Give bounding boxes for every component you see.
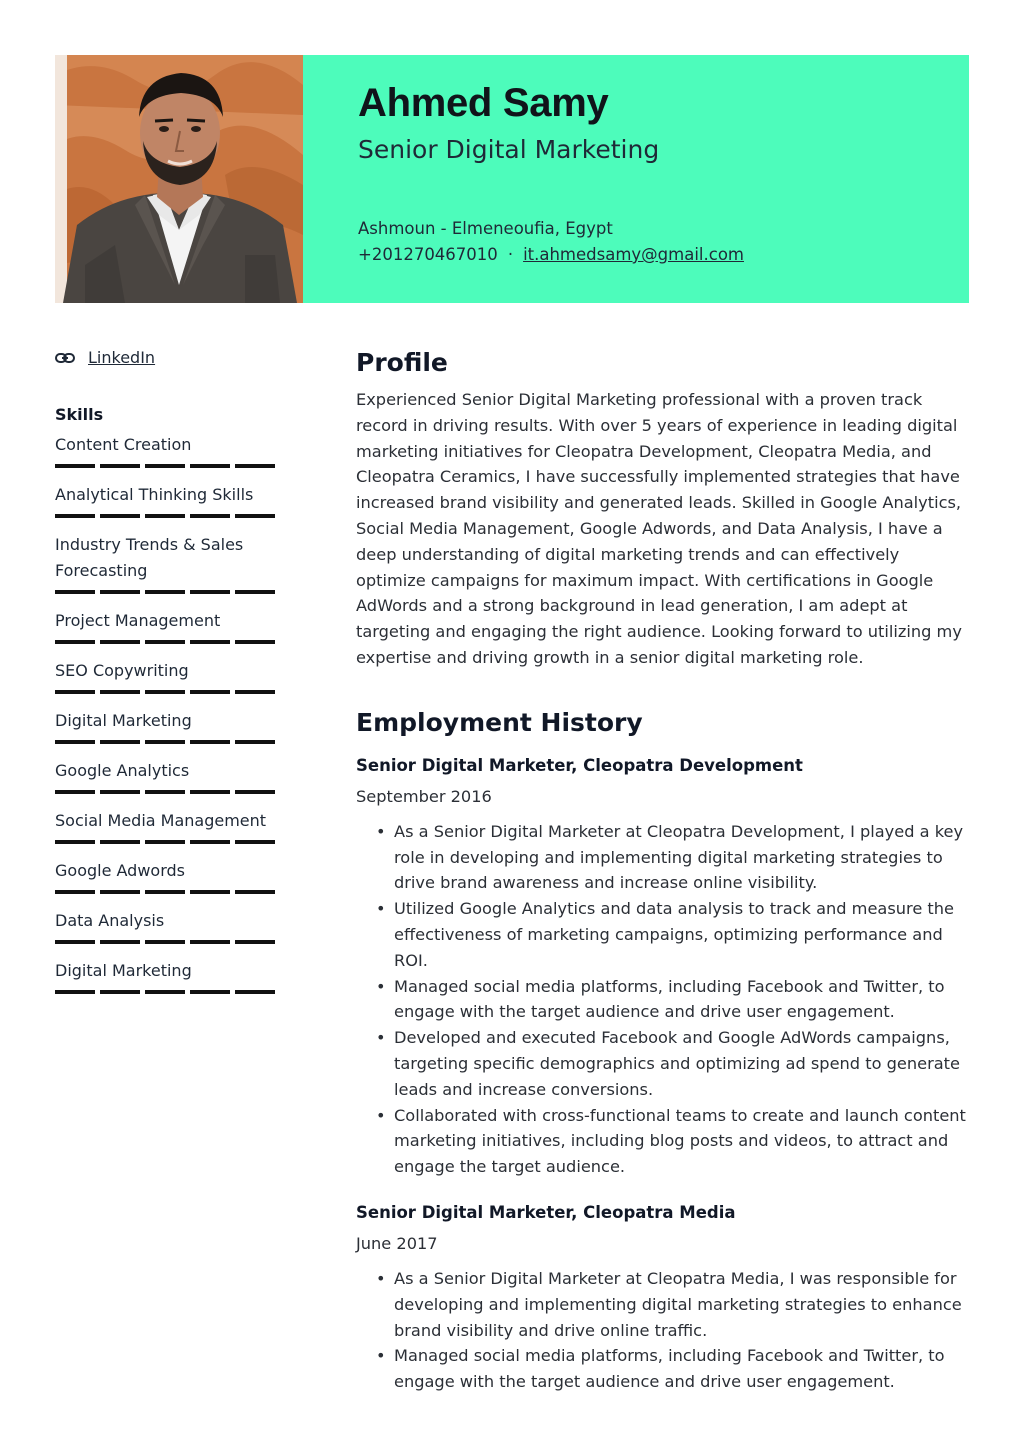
skill-name: Digital Marketing	[55, 711, 192, 730]
skill-level-segment	[235, 990, 275, 994]
profile-summary: Experienced Senior Digital Marketing professional with a proven track record in driving results. With over 5 years of experience in leading digital marketing initiatives for Cleopatra Development, Cleopatra Media, and Cleopatra Ceramics, I have successfully implemented strategies that have increased brand visibility and generated leads. Skilled in Google Analytics, Social Media Management, Google Adwords, and Data Analysis, I have a deep understanding of digital marketing trends and can effectively optimize campaigns for maximum impact. With certifications in Google AdWords and a strong background in lead generation, I am adept at targeting and engaging the right audience. Looking forward to utilizing my expertise and driving growth in a senior digital marketing role.	[356, 390, 962, 667]
skill-level-bar	[55, 514, 275, 518]
skill-level-segment	[55, 990, 95, 994]
skill-item	[55, 958, 275, 994]
skill-level-segment	[190, 514, 230, 518]
profile-photo	[55, 55, 303, 303]
skill-name: Project Management	[55, 611, 221, 630]
job-bullet: • Managed social media platforms, including Facebook and Twitter, to engage with the target audience and drive user engagement.	[356, 974, 972, 1026]
skill-level-segment	[100, 640, 140, 644]
skill-level-segment	[55, 590, 95, 594]
skill-name: Data Analysis	[55, 911, 165, 930]
skills-heading: Skills	[55, 405, 104, 424]
job-bullet: • Developed and executed Facebook and Google AdWords campaigns, targeting specific demographics and optimizing ad spend to generate leads and increase conversions.	[356, 1025, 972, 1102]
location-text: Ashmoun - Elmeneoufia, Egypt	[358, 219, 613, 238]
skill-level-segment	[100, 690, 140, 694]
sidebar	[55, 345, 275, 994]
skill-level-segment	[55, 840, 95, 844]
skill-level-segment	[55, 640, 95, 644]
skill-level-segment	[145, 840, 185, 844]
skill-level-segment	[100, 990, 140, 994]
skill-item	[55, 858, 275, 894]
skill-item	[55, 532, 275, 594]
job-bullet: • Collaborated with cross-functional teams to create and launch content marketing initiatives, including blog posts and videos, to attract and engage the target audience.	[356, 1103, 972, 1180]
skill-item	[55, 608, 275, 644]
skill-level-bar	[55, 464, 275, 468]
skill-level-segment	[100, 590, 140, 594]
linkedin-link[interactable]: LinkedIn	[88, 347, 156, 367]
skill-level-segment	[235, 590, 275, 594]
skill-level-segment	[235, 790, 275, 794]
job-bullets	[356, 1266, 972, 1395]
job-bullet: • Utilized Google Analytics and data analysis to track and measure the effectiveness of marketing campaigns, optimizing performance and ROI.	[356, 896, 972, 973]
skill-name: Google Analytics	[55, 761, 190, 780]
skill-level-segment	[235, 840, 275, 844]
skill-level-segment	[145, 590, 185, 594]
job-entry	[356, 753, 972, 1180]
skill-level-segment	[145, 890, 185, 894]
skill-level-segment	[190, 590, 230, 594]
skill-name: Social Media Management	[55, 811, 267, 830]
skill-item	[55, 432, 275, 468]
profile-heading: Profile	[356, 348, 448, 377]
skill-level-segment	[100, 790, 140, 794]
skill-level-segment	[145, 464, 185, 468]
skill-level-segment	[145, 990, 185, 994]
skill-level-segment	[55, 790, 95, 794]
contact-separator: ·	[507, 245, 514, 264]
skill-level-segment	[190, 740, 230, 744]
skill-level-segment	[235, 690, 275, 694]
skill-level-segment	[145, 740, 185, 744]
skill-name: SEO Copywriting	[55, 661, 189, 680]
skill-level-segment	[190, 990, 230, 994]
skill-level-bar	[55, 940, 275, 944]
skill-level-segment	[190, 690, 230, 694]
skill-level-segment	[55, 464, 95, 468]
skill-level-segment	[235, 640, 275, 644]
skill-level-segment	[145, 514, 185, 518]
skill-level-segment	[235, 940, 275, 944]
skill-level-segment	[190, 640, 230, 644]
skill-level-segment	[190, 890, 230, 894]
job-bullet: • As a Senior Digital Marketer at Cleopatra Development, I played a key role in developing and implementing digital marketing strategies to drive brand awareness and increase online visibility.	[356, 819, 972, 896]
skill-item	[55, 658, 275, 694]
job-bullet: • As a Senior Digital Marketer at Cleopatra Media, I was responsible for developing and implementing digital marketing strategies to enhance brand visibility and drive online traffic.	[356, 1266, 972, 1343]
skill-level-segment	[190, 940, 230, 944]
skill-level-segment	[100, 890, 140, 894]
skill-name: Analytical Thinking Skills	[55, 485, 254, 504]
skill-level-segment	[235, 890, 275, 894]
skill-item	[55, 808, 275, 844]
skill-name: Industry Trends & Sales Forecasting	[55, 535, 244, 580]
employment-heading: Employment History	[356, 707, 643, 737]
skill-level-segment	[100, 740, 140, 744]
skill-level-bar	[55, 640, 275, 644]
candidate-name: Ahmed Samy	[358, 81, 609, 125]
skill-item	[55, 758, 275, 794]
skill-level-segment	[55, 514, 95, 518]
skill-level-segment	[235, 740, 275, 744]
skill-level-bar	[55, 890, 275, 894]
skill-level-segment	[190, 840, 230, 844]
skill-level-bar	[55, 690, 275, 694]
skill-level-segment	[145, 640, 185, 644]
skill-level-segment	[55, 740, 95, 744]
skill-item	[55, 482, 275, 518]
job-bullets	[356, 819, 972, 1180]
job-entry	[356, 1200, 972, 1395]
skills-list	[55, 432, 275, 994]
skill-level-segment	[100, 464, 140, 468]
skill-level-segment	[145, 690, 185, 694]
header-band	[55, 55, 969, 303]
candidate-title: Senior Digital Marketing	[358, 135, 660, 164]
email-link[interactable]: it.ahmedsamy@gmail.com	[523, 245, 744, 264]
skill-level-segment	[190, 464, 230, 468]
jobs-list	[356, 753, 972, 1395]
job-heading: Senior Digital Marketer, Cleopatra Development	[356, 755, 803, 775]
link-icon	[55, 350, 75, 364]
skill-level-segment	[55, 890, 95, 894]
skill-level-segment	[100, 940, 140, 944]
skill-level-segment	[100, 514, 140, 518]
skill-level-bar	[55, 990, 275, 994]
skill-level-bar	[55, 740, 275, 744]
phone-number: +201270467010	[358, 245, 498, 264]
skill-level-segment	[235, 514, 275, 518]
job-bullet: • Managed social media platforms, including Facebook and Twitter, to engage with the target audience and drive user engagement.	[356, 1343, 972, 1395]
contact-line	[358, 245, 744, 264]
skill-level-bar	[55, 590, 275, 594]
skill-level-segment	[145, 790, 185, 794]
skill-level-segment	[235, 464, 275, 468]
job-heading: Senior Digital Marketer, Cleopatra Media	[356, 1202, 736, 1222]
linkedin-link-row[interactable]	[55, 345, 275, 369]
skill-name: Google Adwords	[55, 861, 185, 880]
skill-name: Content Creation	[55, 435, 192, 454]
skill-level-segment	[55, 940, 95, 944]
skill-level-bar	[55, 790, 275, 794]
job-date: June 2017	[356, 1233, 438, 1253]
skill-item	[55, 908, 275, 944]
skill-level-segment	[145, 940, 185, 944]
job-date: September 2016	[356, 786, 492, 806]
skill-level-segment	[55, 690, 95, 694]
skill-item	[55, 708, 275, 744]
skill-level-segment	[190, 790, 230, 794]
skill-level-segment	[100, 840, 140, 844]
skill-name: Digital Marketing	[55, 961, 192, 980]
skill-level-bar	[55, 840, 275, 844]
main-content	[356, 345, 972, 1395]
